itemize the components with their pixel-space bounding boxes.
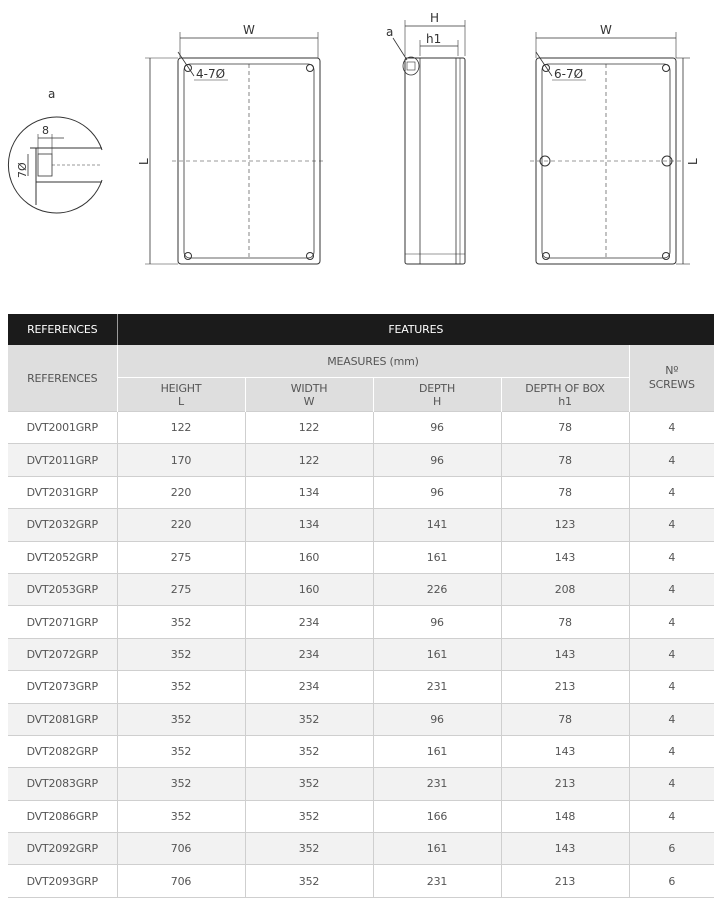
reference-cell: DVT2081GRP [8, 703, 117, 735]
reference-cell: DVT2031GRP [8, 476, 117, 508]
table-row [8, 735, 714, 767]
screws-cell: 4 [629, 638, 714, 670]
screws-cell: 4 [629, 573, 714, 605]
screws-cell: 4 [629, 735, 714, 767]
width-cell: 234 [245, 606, 373, 638]
reference-cell: DVT2083GRP [8, 768, 117, 800]
depth-of-box-cell: 148 [501, 800, 629, 832]
depth-of-box-cell: 213 [501, 671, 629, 703]
depth-of-box-cell: 78 [501, 476, 629, 508]
depth-of-box-header-line2: h1 [558, 394, 572, 408]
depth-cell: 161 [373, 638, 501, 670]
screws-header-line2: SCREWS [648, 378, 695, 391]
screws-cell: 4 [629, 509, 714, 541]
screws-cell: 6 [629, 865, 714, 897]
width-cell: 234 [245, 671, 373, 703]
table-row [8, 509, 714, 541]
screws-cell: 4 [629, 476, 714, 508]
side-depth-label: h1 [426, 32, 442, 46]
back-holes-label: 6-7Ø [554, 67, 584, 81]
front-width-label: W [243, 23, 255, 37]
table-row [8, 541, 714, 573]
height-cell: 220 [117, 509, 245, 541]
depth-of-box-cell: 143 [501, 833, 629, 865]
depth-of-box-header-line1: DEPTH OF BOX [525, 381, 605, 395]
height-cell: 352 [117, 735, 245, 767]
screws-header [629, 345, 714, 412]
width-cell: 352 [245, 768, 373, 800]
reference-cell: DVT2011GRP [8, 444, 117, 476]
width-cell: 352 [245, 833, 373, 865]
depth-cell: 141 [373, 509, 501, 541]
table-row [8, 768, 714, 800]
depth-of-box-cell: 78 [501, 606, 629, 638]
features-header: FEATURES [117, 314, 714, 345]
height-cell: 352 [117, 768, 245, 800]
detail-label: a [48, 87, 56, 101]
back-length-label: L [686, 158, 700, 165]
table-row [8, 865, 714, 897]
height-cell: 352 [117, 638, 245, 670]
table-body [8, 412, 714, 898]
width-cell: 160 [245, 573, 373, 605]
table-row [8, 476, 714, 508]
reference-cell: DVT2073GRP [8, 671, 117, 703]
height-cell: 352 [117, 703, 245, 735]
side-view [386, 11, 465, 264]
depth-of-box-header [501, 378, 629, 412]
width-cell: 122 [245, 444, 373, 476]
depth-header-line2: H [432, 394, 442, 408]
technical-drawings [0, 0, 722, 300]
height-cell: 275 [117, 541, 245, 573]
table-row [8, 412, 714, 444]
screws-cell: 4 [629, 444, 714, 476]
table-row [8, 703, 714, 735]
reference-cell: DVT2092GRP [8, 833, 117, 865]
depth-of-box-cell: 78 [501, 412, 629, 444]
depth-of-box-cell: 213 [501, 865, 629, 897]
depth-cell: 96 [373, 412, 501, 444]
table-row [8, 638, 714, 670]
depth-of-box-cell: 143 [501, 541, 629, 573]
screws-cell: 4 [629, 606, 714, 638]
depth-of-box-cell: 78 [501, 703, 629, 735]
depth-of-box-cell: 123 [501, 509, 629, 541]
screws-cell: 6 [629, 833, 714, 865]
depth-of-box-cell: 143 [501, 638, 629, 670]
side-a-label: a [386, 25, 394, 39]
width-cell: 352 [245, 735, 373, 767]
front-holes-label: 4-7Ø [196, 67, 226, 81]
screws-cell: 4 [629, 541, 714, 573]
front-view [137, 23, 326, 264]
screws-cell: 4 [629, 768, 714, 800]
depth-of-box-cell: 78 [501, 444, 629, 476]
table-row [8, 606, 714, 638]
reference-cell: DVT2052GRP [8, 541, 117, 573]
depth-cell: 226 [373, 573, 501, 605]
depth-cell: 96 [373, 444, 501, 476]
width-cell: 352 [245, 800, 373, 832]
reference-cell: DVT2071GRP [8, 606, 117, 638]
height-cell: 352 [117, 671, 245, 703]
references-header: REFERENCES [8, 314, 117, 345]
screws-cell: 4 [629, 703, 714, 735]
features-table [8, 314, 714, 898]
reference-cell: DVT2072GRP [8, 638, 117, 670]
depth-header [373, 378, 501, 412]
height-cell: 706 [117, 865, 245, 897]
depth-cell: 231 [373, 865, 501, 897]
depth-cell: 161 [373, 541, 501, 573]
depth-cell: 96 [373, 703, 501, 735]
depth-header-line1: DEPTH [418, 381, 456, 395]
reference-cell: DVT2086GRP [8, 800, 117, 832]
height-cell: 122 [117, 412, 245, 444]
detail-view-a [8, 87, 102, 213]
side-height-label: H [430, 11, 440, 25]
height-cell: 170 [117, 444, 245, 476]
reference-cell: DVT2001GRP [8, 412, 117, 444]
detail-dim-8: 8 [42, 124, 49, 137]
screws-cell: 4 [629, 412, 714, 444]
height-cell: 352 [117, 800, 245, 832]
reference-cell: DVT2082GRP [8, 735, 117, 767]
reference-cell: DVT2032GRP [8, 509, 117, 541]
depth-cell: 231 [373, 768, 501, 800]
references-subheader: REFERENCES [8, 345, 117, 412]
height-header-line2: L [178, 394, 184, 408]
depth-cell: 161 [373, 735, 501, 767]
depth-of-box-cell: 213 [501, 768, 629, 800]
width-cell: 352 [245, 703, 373, 735]
reference-cell: DVT2053GRP [8, 573, 117, 605]
depth-cell: 166 [373, 800, 501, 832]
width-header-line2: W [303, 394, 315, 408]
back-view [530, 23, 700, 264]
width-cell: 160 [245, 541, 373, 573]
table-row [8, 444, 714, 476]
table-row [8, 800, 714, 832]
table-row [8, 833, 714, 865]
detail-dim-7: 7Ø [16, 162, 29, 178]
front-length-label: L [137, 158, 151, 165]
depth-cell: 231 [373, 671, 501, 703]
table-row [8, 671, 714, 703]
width-cell: 234 [245, 638, 373, 670]
width-cell: 122 [245, 412, 373, 444]
height-header [117, 378, 245, 412]
depth-cell: 161 [373, 833, 501, 865]
width-cell: 134 [245, 476, 373, 508]
table-row [8, 573, 714, 605]
screws-cell: 4 [629, 800, 714, 832]
depth-of-box-cell: 143 [501, 735, 629, 767]
depth-cell: 96 [373, 606, 501, 638]
width-header-line1: WIDTH [290, 381, 328, 395]
height-cell: 275 [117, 573, 245, 605]
depth-cell: 96 [373, 476, 501, 508]
reference-cell: DVT2093GRP [8, 865, 117, 897]
width-cell: 352 [245, 865, 373, 897]
back-width-label: W [600, 23, 612, 37]
height-cell: 352 [117, 606, 245, 638]
height-header-line1: HEIGHT [160, 381, 202, 395]
measures-header: MEASURES (mm) [117, 345, 629, 378]
height-cell: 220 [117, 476, 245, 508]
width-header [245, 378, 373, 412]
depth-of-box-cell: 208 [501, 573, 629, 605]
screws-cell: 4 [629, 671, 714, 703]
width-cell: 134 [245, 509, 373, 541]
screws-header-line1: Nº [665, 364, 679, 377]
height-cell: 706 [117, 833, 245, 865]
